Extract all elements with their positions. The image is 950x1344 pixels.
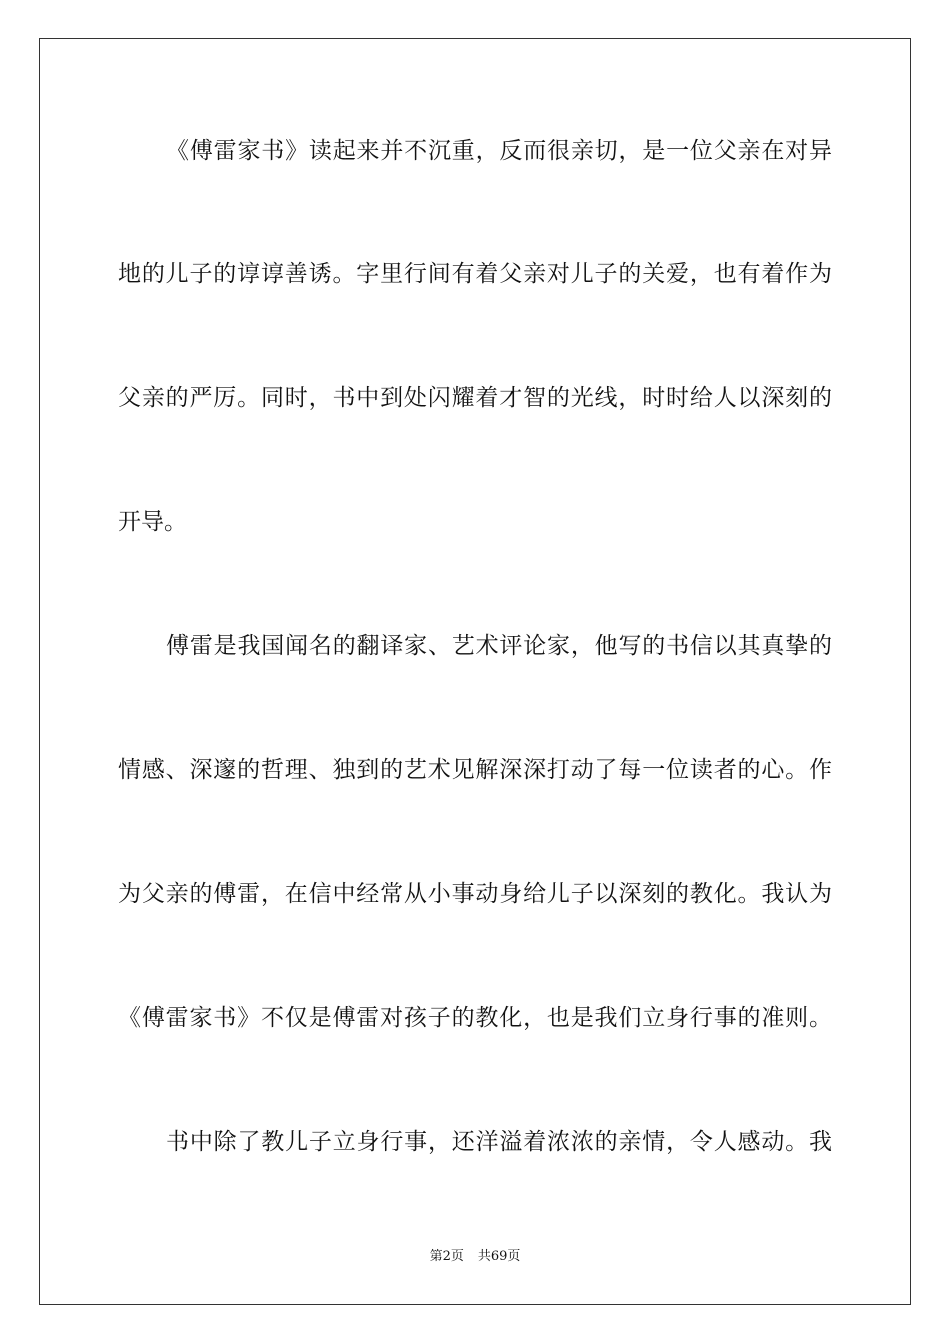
page-total: 共69页	[477, 1249, 521, 1264]
page-frame	[39, 38, 911, 1305]
paragraph-1-line-2: 地的儿子的谆谆善诱。字里行间有着父亲对儿子的关爱，也有着作为	[118, 261, 832, 287]
paragraph-1-line-3: 父亲的严厉。同时，书中到处闪耀着才智的光线，时时给人以深刻的	[118, 385, 832, 411]
page-footer	[0, 1248, 950, 1266]
paragraph-1-line-1: 《傅雷家书》读起来并不沉重，反而很亲切，是一位父亲在对异	[166, 138, 832, 164]
paragraph-2-line-1: 傅雷是我国闻名的翻译家、艺术评论家，他写的书信以其真挚的	[166, 633, 832, 659]
paragraph-1-line-4: 开导。	[118, 509, 187, 535]
paragraph-3-line-1: 书中除了教儿子立身行事，还洋溢着浓浓的亲情，令人感动。我	[166, 1129, 832, 1155]
paragraph-2-line-2: 情感、深邃的哲理、独到的艺术见解深深打动了每一位读者的心。作	[118, 757, 832, 783]
page-number: 第2页	[429, 1249, 464, 1264]
paragraph-2-line-4: 《傅雷家书》不仅是傅雷对孩子的教化，也是我们立身行事的准则。	[118, 1005, 832, 1031]
paragraph-2-line-3: 为父亲的傅雷，在信中经常从小事动身给儿子以深刻的教化。我认为	[118, 881, 832, 907]
